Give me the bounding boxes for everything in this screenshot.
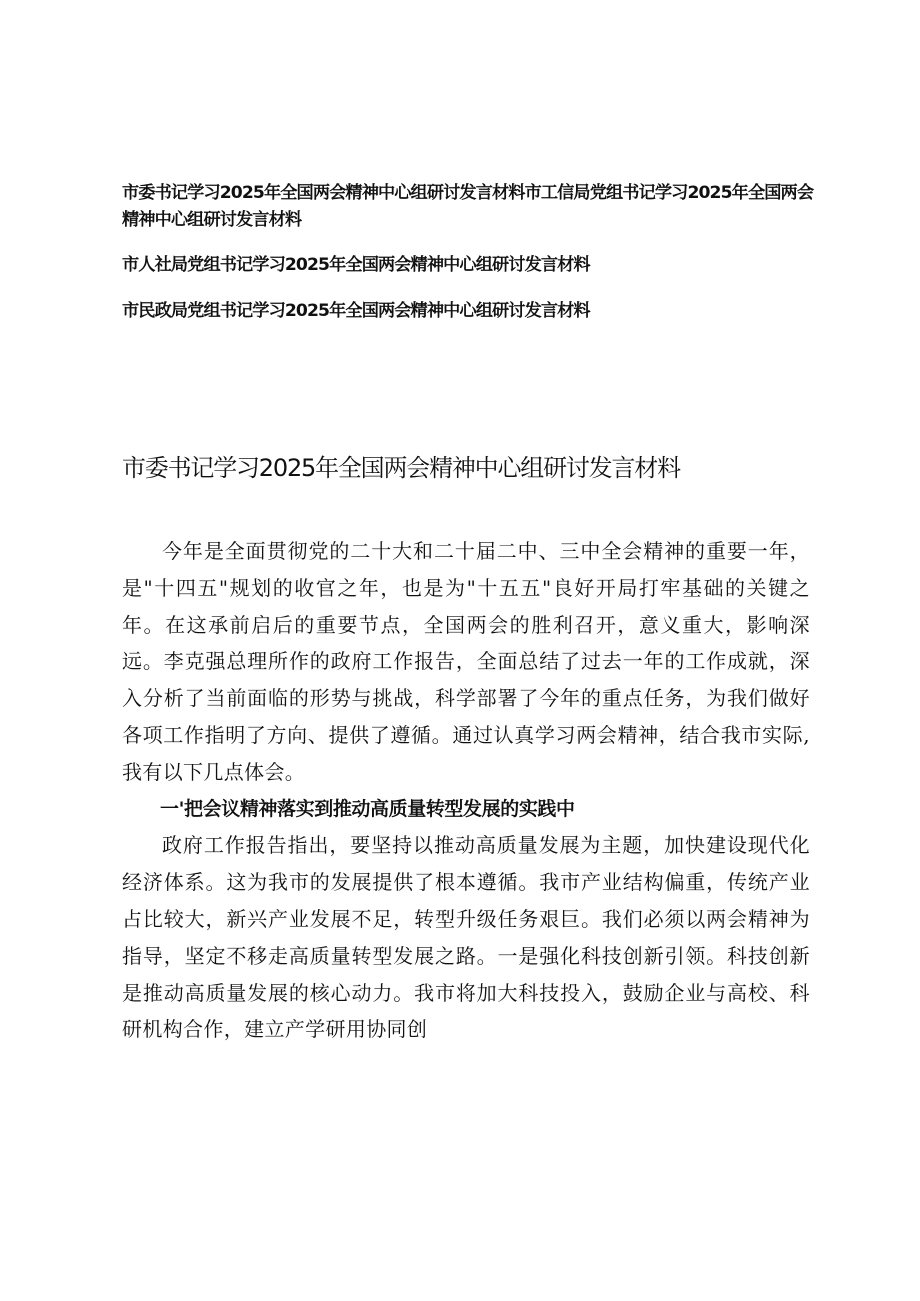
document-title: 市委书记学习2025年全国两会精神中心组研讨发言材料: [122, 454, 680, 482]
toc-item-1: 市委书记学习2025年全国两会精神中心组研讨发言材料市工信局党组书记学习2025年全国两会精神中心组研讨发言材料: [122, 183, 814, 230]
intro-paragraph: 今年是全面贯彻党的二十大和二十届二中、三中全会精神的重要一年，是"十四五"规划的收官之年，也是为"十五五"良好开局打牢基础的关键之年。在这承前启后的重要节点，全国两会的胜利召开，意义重大，影响深远。李克强总理所作的政府工作报告，全面总结了过去一年的工作成就，深入分析了当前面临的形势与挑战，科学部署了今年的重点任务，为我们做好各项工作指明了方向、提供了遵循。通过认真学习两会精神，结合我市实际,我有以下几点体会。: [122, 539, 810, 784]
table-of-contents: [122, 180, 822, 344]
toc-item-3: 市民政局党组书记学习2025年全国两会精神中心组研讨发言材料: [122, 300, 590, 321]
toc-item-2: 市人社局党组书记学习2025年全国两会精神中心组研讨发言材料: [122, 255, 590, 276]
section-heading-1: 一'把会议精神落实到推动高质量转型发展的实践中: [160, 797, 575, 820]
section-1-paragraph: 政府工作报告指出，要坚持以推动高质量发展为主题，加快建设现代化经济体系。这为我市的发展提供了根本遵循。我市产业结构偏重，传统产业占比较大，新兴产业发展不足，转型升级任务艰巨。我们必须以两会精神为指导，坚定不移走高质量转型发展之路。一是强化科技创新引领。科技创新是推动高质量发展的核心动力。我市将加大科技投入，鼓励企业与高校、科研机构合作，建立产学研用协同创: [122, 833, 810, 1042]
document-body: [122, 533, 810, 1048]
